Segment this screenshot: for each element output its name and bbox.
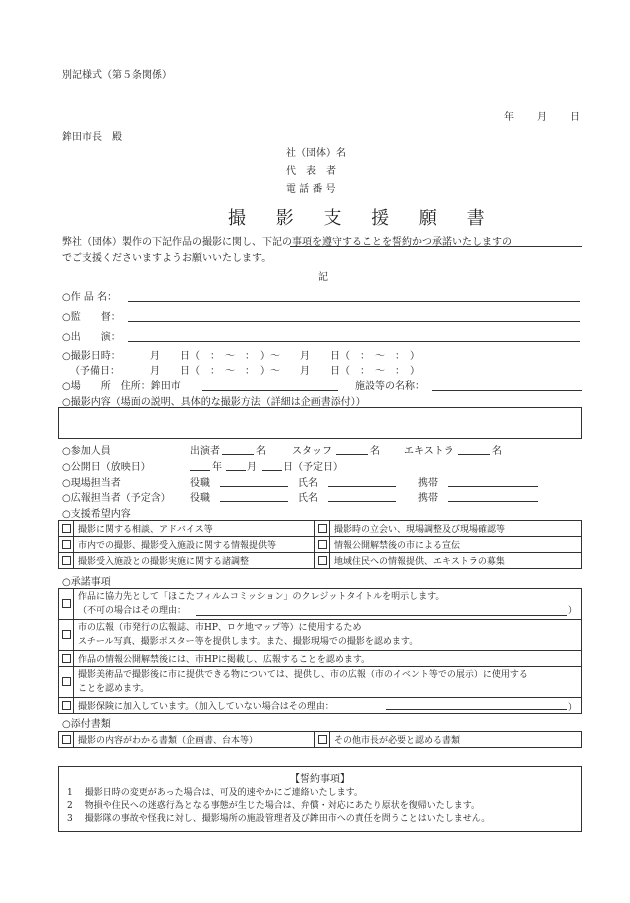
participants-extra-label: エキストラ: [404, 446, 454, 457]
intro-line-2: でご支援くださいますようお願いいたします。: [62, 253, 272, 264]
date-day: 日: [570, 112, 580, 123]
site-contact-label: ○現場担当者: [62, 478, 121, 489]
participants-staff-label: スタッフ: [292, 446, 332, 457]
table-row: [59, 537, 582, 553]
release-day-field[interactable]: [262, 470, 282, 471]
pr-mobile-label: 携帯: [418, 493, 438, 504]
consent-reason-label: （不可の場合はその理由：: [78, 606, 187, 616]
table-row: [59, 651, 582, 667]
location-field[interactable]: [202, 390, 338, 391]
support-checkbox[interactable]: [315, 537, 330, 553]
site-name-label: 氏名: [298, 478, 318, 489]
content-label: ○撮影内容（場面の説明、具体的な撮影方法（詳細は企画書添付））: [62, 397, 366, 408]
site-mobile-label: 携帯: [418, 478, 438, 489]
consent-item: [74, 667, 582, 698]
pledge-box: [58, 766, 582, 832]
consent-table: [58, 588, 582, 714]
pledge-item: [67, 787, 490, 800]
release-label: ○公開日（放映日）: [62, 462, 151, 473]
support-checkbox[interactable]: [59, 521, 74, 537]
consent-item: [74, 620, 582, 651]
consent-text: 作品の情報公開解禁後には、市HPに掲載し、広報することを認めます。: [74, 651, 582, 667]
consent-text: スチール写真、撮影ポスター等を提供します。また、撮影現場での撮影を認めます。: [78, 637, 419, 647]
support-checkbox[interactable]: [59, 537, 74, 553]
attachments-label: ○添付書類: [62, 719, 111, 730]
pledge-text: 撮影隊の事故や怪我に対し、撮影場所の施設管理者及び鉾田市への責任を問うことはいたしません。: [84, 814, 491, 824]
consent-reason-field[interactable]: [196, 615, 567, 616]
cast-count-field[interactable]: [222, 454, 254, 455]
pledge-number: 2: [67, 801, 73, 811]
facility-label: 施設等の名称：: [355, 381, 425, 392]
work-name-field[interactable]: [128, 301, 580, 302]
director-field[interactable]: [128, 321, 580, 322]
staff-unit: 名: [370, 446, 380, 457]
consent-text: 撮影美術品で撮影後に市に提供できる物については、提供し、市の広報（市のイベント等での展示）に使用する: [78, 670, 528, 680]
pr-name-field[interactable]: [328, 501, 396, 502]
form-label: 別記様式（第５条関係）: [62, 70, 172, 81]
cast-label: ○出 演：: [62, 332, 121, 343]
support-label: ○支援希望内容: [62, 509, 131, 520]
pr-role-label: 役職: [190, 493, 210, 504]
consent-item: [74, 698, 582, 714]
consent-checkbox[interactable]: [59, 589, 74, 620]
consent-text: ことを認めます。: [78, 684, 150, 694]
representative-label: 代 表 者: [286, 166, 336, 177]
ki-label: 記: [318, 272, 328, 283]
cast-field[interactable]: [128, 341, 580, 342]
cast-unit: 名: [256, 446, 266, 457]
pledge-list: [67, 787, 490, 826]
release-year-field[interactable]: [190, 470, 210, 471]
pledge-item: [67, 800, 490, 813]
intro-underline: [290, 246, 582, 247]
date-month: 月: [537, 112, 547, 123]
date-year: 年: [504, 112, 514, 123]
support-option: 撮影受入施設との撮影実施に関する諸調整: [74, 553, 315, 569]
support-option: 撮影に関する相談、アドバイス等: [74, 521, 315, 537]
release-day-label: 日（予定日）: [283, 462, 343, 473]
consent-item: [74, 589, 582, 620]
table-row: [59, 620, 582, 651]
pr-role-field[interactable]: [220, 501, 288, 502]
extra-unit: 名: [492, 446, 502, 457]
table-row: [59, 732, 582, 748]
staff-count-field[interactable]: [336, 454, 368, 455]
attachment-option: 撮影の内容がわかる書類（企画書、台本等）: [74, 732, 315, 748]
support-option: 撮影時の立会い、現場調整及び現場確認等: [330, 521, 582, 537]
table-row: [59, 553, 582, 569]
location-label: ○場 所 住所：鉾田市: [62, 381, 181, 392]
release-month-label: 月: [247, 462, 257, 473]
pledge-item: [67, 813, 490, 826]
support-option: 情報公開解禁後の市による宣伝: [330, 537, 582, 553]
consent-checkbox[interactable]: [59, 698, 74, 714]
consent-reason-close: ）: [567, 606, 577, 616]
facility-field[interactable]: [432, 390, 582, 391]
reserve-date-label: （予備日：: [70, 366, 120, 377]
pledge-title: 【誓約事項】: [290, 774, 350, 785]
attachments-table: [58, 731, 582, 748]
attachment-checkbox[interactable]: [315, 732, 330, 748]
reserve-date-row[interactable]: 月 日（ ： ～ ： ）～ 月 日（ ： ～ ： ）: [150, 366, 420, 377]
table-row: [59, 667, 582, 698]
pledge-text: 物損や住民への迷惑行為となる事態が生じた場合は、弁償・対応にあたり原状を復帰いたします。: [84, 801, 481, 811]
support-checkbox[interactable]: [315, 553, 330, 569]
document-title: 撮 影 支 援 願 書: [228, 208, 497, 229]
consent-text: 市の広報（市発行の広報誌、市HP、ロケ地マップ等）に使用するため: [78, 623, 362, 633]
director-label: ○監 督：: [62, 312, 121, 323]
consent-text: 作品に協力先として「ほこたフィルムコミッション」のクレジットタイトルを明示します。: [78, 592, 445, 602]
attachment-option: その他市長が必要と認める書類: [330, 732, 582, 748]
pr-name-label: 氏名: [298, 493, 318, 504]
participants-cast-label: 出演者: [190, 446, 220, 457]
consent-label: ○承諾事項: [62, 577, 111, 588]
company-name-label: 社（団体）名: [286, 148, 346, 159]
release-month-field[interactable]: [226, 470, 246, 471]
consent-checkbox[interactable]: [59, 620, 74, 651]
pr-contact-label: ○広報担当者（予定含）: [62, 493, 171, 504]
site-role-label: 役職: [190, 478, 210, 489]
participants-label: ○参加人員: [62, 446, 111, 457]
consent-checkbox[interactable]: [59, 651, 74, 667]
shoot-date-label: ○撮影日時：: [62, 351, 121, 362]
pledge-text: 撮影日時の変更があった場合は、可及的速やかにご連絡いたします。: [84, 788, 363, 798]
table-row: [59, 698, 582, 714]
support-checkbox[interactable]: [59, 553, 74, 569]
extra-count-field[interactable]: [458, 454, 490, 455]
support-option: 市内での撮影、撮影受入施設に関する情報提供等: [74, 537, 315, 553]
phone-label: 電 話 番 号: [286, 184, 336, 195]
work-name-label: ○作 品 名：: [62, 292, 118, 303]
pledge-number: 1: [67, 788, 73, 798]
site-mobile-field[interactable]: [448, 486, 538, 487]
intro-line-1: 弊社（団体）製作の下記作品の撮影に関し、下記の事項を遵守することを誓約かつ承諾いたしますの: [62, 237, 512, 248]
shoot-date-row[interactable]: 月 日（ ： ～ ： ）～ 月 日（ ： ～ ： ）: [150, 351, 420, 362]
table-row: [59, 589, 582, 620]
attachment-checkbox[interactable]: [59, 732, 74, 748]
site-name-field[interactable]: [328, 486, 396, 487]
support-checkbox[interactable]: [315, 521, 330, 537]
table-row: [59, 521, 582, 537]
insurance-reason-field[interactable]: [386, 709, 567, 710]
insurance-reason-close: ）: [567, 703, 577, 713]
insurance-reason-label: 撮影保険に加入しています。（加入していない場合はその理由：: [78, 702, 334, 712]
release-year-label: 年: [212, 462, 222, 473]
consent-checkbox[interactable]: [59, 667, 74, 698]
site-role-field[interactable]: [220, 486, 288, 487]
pr-mobile-field[interactable]: [448, 501, 538, 502]
pledge-number: 3: [67, 814, 73, 824]
content-box[interactable]: [58, 407, 582, 439]
support-table: [58, 520, 582, 569]
support-option: 地域住民への情報提供、エキストラの募集: [330, 553, 582, 569]
consent-reason-row: [78, 604, 577, 618]
addressee: 鉾田市長 殿: [62, 132, 122, 143]
